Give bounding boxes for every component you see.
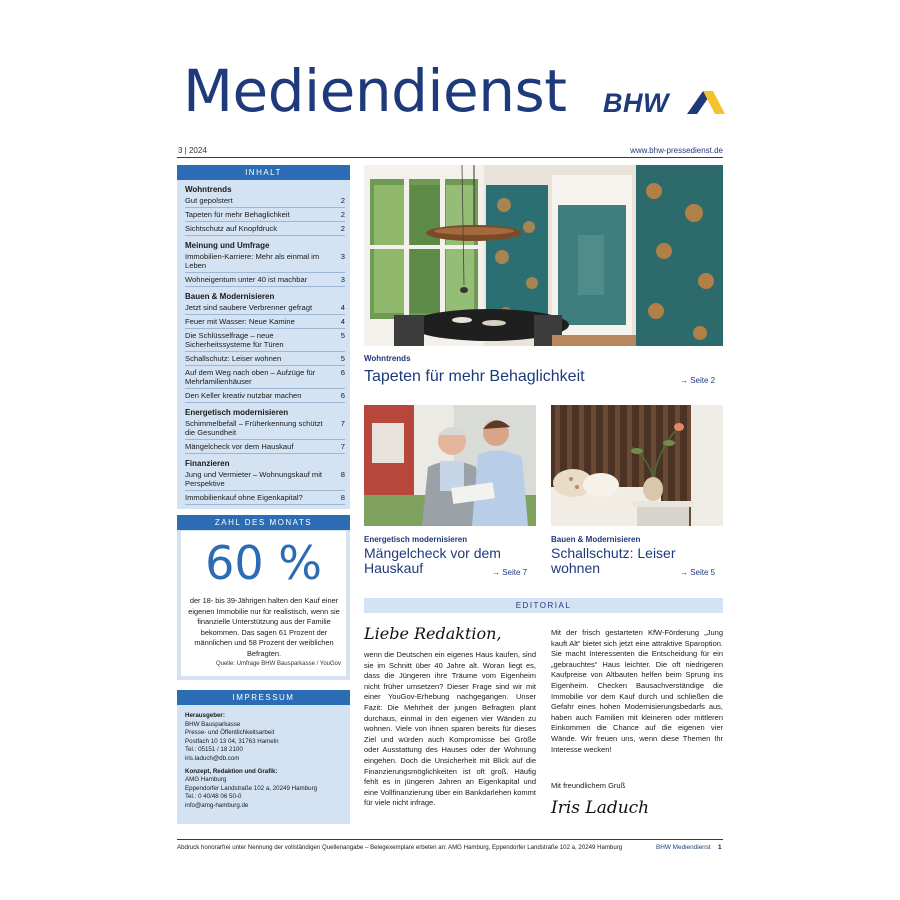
right-article-headline[interactable]: Schallschutz: Leiser wohnen [551,545,676,577]
hero-headline[interactable]: Tapeten für mehr Behaglichkeit [364,368,585,385]
editorial-signature: Iris Laduch [551,798,650,818]
toc-item[interactable] [185,331,345,352]
masthead-title: Mediendienst [183,57,567,125]
toc-item[interactable] [185,493,345,505]
toc-item-page: 3 [340,275,345,284]
toc-item-title: Immobilien-Karriere: Mehr als einmal im Leben [185,252,320,270]
editorial-greeting: Liebe Redaktion, [364,624,502,643]
toc-heading: INHALT [177,165,350,180]
editorial-heading: EDITORIAL [364,598,723,613]
zahl-source: Quelle: Umfrage BHW Bausparkasse / YouGov [215,661,341,667]
concept-label: Konzept, Redaktion und Grafik: [185,767,278,775]
publisher-line: Presse- und Öffentlichkeitsarbeit [185,729,275,737]
bedroom-illustration [551,405,723,526]
toc-item-title: Feuer mit Wasser: Neue Kamine [185,317,295,326]
toc-item-title: Tapeten für mehr Behaglichkeit [185,210,290,219]
bhw-roof-logo-icon [603,88,725,118]
footer-note: Abdruck honorarfrei unter Nennung der vollständigen Quellenangabe – Belegexemplare erbeten an: AMG Hamburg, Eppendorfer Landstraße 102 a, 20249 Hamburg [177,844,623,851]
photo-inspection-men [364,405,536,526]
inspection-illustration [364,405,536,526]
publisher-line: Tel.: 05151 / 18 2100 [185,746,243,754]
toc-item-title: Immobilienkauf ohne Eigenkapital? [185,493,303,502]
toc-item-page: 3 [340,252,345,261]
toc-item[interactable] [185,470,345,491]
left-article-headline[interactable]: Mängelcheck vor dem Hauskauf [364,545,501,577]
toc-item-title: Die Schlüsselfrage – neue Sicherheitssysteme für Türen [185,331,284,349]
toc-section-title: Finanzieren [185,459,230,468]
toc-item[interactable] [185,391,345,403]
toc-item-title: Jung und Vermieter – Wohnungskauf mit Perspektive [185,470,323,488]
toc-list [185,185,345,507]
toc-item[interactable] [185,442,345,454]
publisher-line: Postfach 10 13 04, 31763 Hameln [185,737,279,745]
concept-email[interactable]: info@amg-hamburg.de [185,801,249,809]
toc-item-title: Auf dem Weg nach oben – Aufzüge für Mehrfamilienhäuser [185,368,316,386]
footer-divider [177,839,723,840]
concept-line: AMG Hamburg [185,776,227,784]
hero-photo-dining-room [364,165,723,346]
toc-item-title: Den Keller kreativ nutzbar machen [185,391,302,400]
toc-item-title: Schimmelbefall – Früherkennung schützt die Gesundheit [185,419,323,437]
concept-line: Tel.: 0 40/48 06 50-0 [185,793,242,801]
impressum-heading: IMPRESSUM [177,690,350,705]
table-of-contents [177,165,350,509]
toc-item-title: Mängelcheck vor dem Hauskauf [185,442,294,451]
editorial-column-2: Mit der frisch gestarteten KfW-Förderung „Jung kauft Alt“ bietet sich jetzt eine attraktive Sparoption. Sie macht Interessenten die Entscheidung für ein „gebrauchtes“ Haus leichter. Die oft niedrigeren Kaufpreise von Altbauten helfen beim Sprung ins Eigenheim. Checken Bausachverständige die Immobilie vor dem Kauf durch und schließen die Gefahr eines hohen Modernisierungsbedarfs aus, haben auch Familien mit kleineren oder mittleren Einkommen die Chance auf die eigenen vier Wände. Wir freuen uns, wenn diese Themen Ihr Interesse wecken! [551,628,723,754]
toc-item[interactable] [185,210,345,222]
logo-text: BHW [603,88,669,118]
toc-section-title: Meinung und Umfrage [185,241,270,250]
bhw-logo [603,88,725,118]
hero-kicker: Wohntrends [364,354,411,363]
toc-item-page: 2 [340,224,345,233]
toc-item-page: 4 [340,303,345,312]
right-article-kicker: Bauen & Modernisieren [551,535,641,544]
toc-item[interactable] [185,368,345,389]
toc-item[interactable] [185,354,345,366]
toc-item-page: 4 [340,317,345,326]
toc-item-page: 6 [340,368,345,377]
left-article-page-link[interactable]: → Seite 7 [492,568,528,577]
dining-room-illustration [364,165,723,346]
issue-number: 3 | 2024 [178,146,207,155]
publisher-email[interactable]: iris.laduch@db.com [185,754,240,762]
zahl-value: 60 % [205,536,322,590]
footer-brand: BHW Mediendienst [656,844,711,851]
toc-item-page: 5 [340,331,345,340]
header-divider [177,157,723,158]
toc-item-page: 8 [340,493,345,502]
toc-item-page: 5 [340,354,345,363]
zahl-description: der 18- bis 39-Jährigen halten den Kauf einer eigenen Immobilie nur für realistisch, wenn sie finanzielle Unterstützung aus der Familie bekommen. Das sagen 61 Prozent der männlichen und 58 Prozent der weiblichen Befragten. [188,596,340,658]
impressum-body [185,712,345,811]
footer-page-number: 1 [718,844,722,851]
toc-item[interactable] [185,419,345,440]
right-article-page-link[interactable]: → Seite 5 [680,568,716,577]
photo-bedroom-acoustic-panels [551,405,723,526]
number-of-the-month [177,515,350,680]
toc-item-title: Gut gepolstert [185,196,233,205]
editorial-closing: Mit freundlichem Gruß [551,781,626,790]
hero-page-link[interactable]: → Seite 2 [680,376,716,385]
toc-item-page: 7 [340,419,345,428]
toc-item-title: Sichtschutz auf Knopfdruck [185,224,278,233]
toc-item-page: 7 [340,442,345,451]
toc-item-title: Schallschutz: Leiser wohnen [185,354,282,363]
toc-section-title: Bauen & Modernisieren [185,292,275,301]
zahl-panel [181,531,346,676]
toc-item-title: Wohneigentum unter 40 ist machbar [185,275,308,284]
toc-item[interactable] [185,317,345,329]
publisher-line: BHW Bausparkasse [185,720,241,728]
left-article-kicker: Energetisch modernisieren [364,535,468,544]
toc-item[interactable] [185,275,345,287]
impressum [177,690,350,824]
concept-line: Eppendorfer Landstraße 102 a, 20249 Hamburg [185,784,318,792]
editorial-column-1: wenn die Deutschen ein eigenes Haus kaufen, sind sie im Schnitt über 40 Jahre alt. Woran liegt es, dass die Jüngeren ihre Träume vom Eigenheim nicht früher umsetzen? Dieser Frage sind wir mit einer YouGov-Erhebung nachgegangen. Unser Fazit: Die Mehrheit der jungen Befragten plant durchaus, einmal in den eigenen vier Wänden zu wohnen. Viele von ihnen sparen bereits für dieses Ziel und würden auch Kompromisse bei Größe oder Ausstattung des Hauses oder der Wohnung eingehen. Doch die Unsicherheit mit Blick auf die Finanzierungsmöglichkeiten ist oft groß. Häufig fehlt es in jüngeren Jahren an Eigenkapital und eine Vollfinanzierung über ein Bankdarlehen kommt für viele nicht infrage. [364,650,536,808]
toc-item-page: 2 [340,196,345,205]
toc-item-page: 6 [340,391,345,400]
toc-item[interactable] [185,303,345,315]
toc-section-title: Energetisch modernisieren [185,408,289,417]
toc-section-title: Wohntrends [185,185,232,194]
toc-item-page: 8 [340,470,345,479]
toc-item-page: 2 [340,210,345,219]
zahl-heading: ZAHL DES MONATS [177,515,350,530]
toc-item[interactable] [185,224,345,236]
toc-item[interactable] [185,252,345,273]
toc-item[interactable] [185,196,345,208]
toc-item-title: Jetzt sind saubere Verbrenner gefragt [185,303,313,312]
website-link[interactable]: www.bhw-pressedienst.de [630,146,723,155]
publisher-label: Herausgeber: [185,712,225,719]
